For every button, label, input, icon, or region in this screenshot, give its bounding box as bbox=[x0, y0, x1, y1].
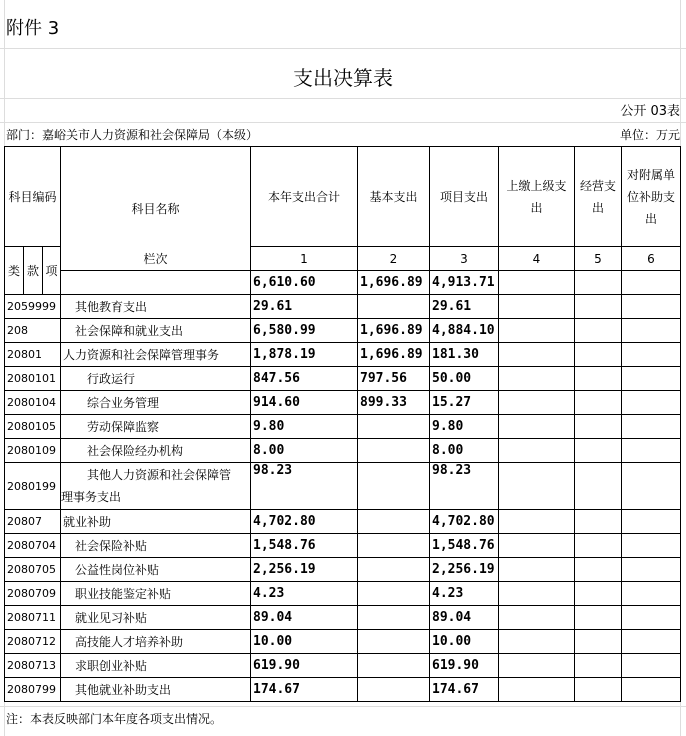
row-code: 2080705 bbox=[5, 558, 61, 582]
table-body bbox=[5, 295, 681, 702]
table-row bbox=[5, 319, 681, 343]
row-empty-cell bbox=[499, 295, 575, 319]
row-total: 2,256.19 bbox=[251, 558, 358, 582]
attachment-label: 附件 3 bbox=[6, 18, 60, 39]
row-empty-cell bbox=[622, 654, 681, 678]
header-xiang: 项 bbox=[43, 247, 61, 295]
row-code: 2080109 bbox=[5, 439, 61, 463]
header-upper: 上缴上级支出 bbox=[499, 147, 575, 247]
table-row bbox=[5, 343, 681, 367]
row-project: 619.90 bbox=[430, 654, 499, 678]
row-empty-cell bbox=[499, 630, 575, 654]
row-empty-cell bbox=[499, 678, 575, 702]
column-index: 3 bbox=[430, 247, 499, 271]
row-basic: 1,696.89 bbox=[358, 343, 430, 367]
row-empty-cell bbox=[499, 415, 575, 439]
row-empty-cell bbox=[575, 343, 622, 367]
row-project: 2,256.19 bbox=[430, 558, 499, 582]
row-basic bbox=[358, 510, 430, 534]
row-empty-cell bbox=[622, 558, 681, 582]
row-empty-cell bbox=[575, 439, 622, 463]
row-name: 职业技能鉴定补贴 bbox=[61, 582, 251, 606]
row-empty-cell bbox=[499, 510, 575, 534]
row-empty-cell bbox=[499, 534, 575, 558]
row-total: 4,702.80 bbox=[251, 510, 358, 534]
row-project: 15.27 bbox=[430, 391, 499, 415]
row-empty-cell bbox=[622, 391, 681, 415]
row-name: 就业见习补贴 bbox=[61, 606, 251, 630]
row-empty-cell bbox=[499, 343, 575, 367]
row-project: 1,548.76 bbox=[430, 534, 499, 558]
row-empty-cell bbox=[575, 558, 622, 582]
row-empty-cell bbox=[622, 415, 681, 439]
row-code: 2080104 bbox=[5, 391, 61, 415]
row-total: 847.56 bbox=[251, 367, 358, 391]
row-basic bbox=[358, 463, 430, 510]
row-empty-cell bbox=[499, 558, 575, 582]
row-code: 2059999 bbox=[5, 295, 61, 319]
row-empty-cell bbox=[575, 319, 622, 343]
row-code: 2080713 bbox=[5, 654, 61, 678]
row-basic bbox=[358, 678, 430, 702]
header-lei: 类 bbox=[5, 247, 24, 295]
row-name: 社会保险经办机构 bbox=[61, 439, 251, 463]
row-name bbox=[61, 463, 251, 510]
row-code: 2080799 bbox=[5, 678, 61, 702]
row-basic bbox=[358, 654, 430, 678]
header-subject-name: 科目名称 bbox=[61, 147, 251, 271]
row-name: 公益性岗位补贴 bbox=[61, 558, 251, 582]
row-project: 29.61 bbox=[430, 295, 499, 319]
row-project: 50.00 bbox=[430, 367, 499, 391]
row-empty-cell bbox=[622, 678, 681, 702]
header-subsidy: 对附属单位补助支出 bbox=[622, 147, 681, 247]
table-row bbox=[5, 678, 681, 702]
column-index-label: 栏次 bbox=[61, 247, 251, 271]
table-row bbox=[5, 367, 681, 391]
expenditure-table bbox=[4, 146, 681, 702]
row-project: 8.00 bbox=[430, 439, 499, 463]
row-basic bbox=[358, 439, 430, 463]
department-label: 部门：嘉峪关市人力资源和社会保障局（本级） bbox=[6, 128, 259, 142]
row-basic: 899.33 bbox=[358, 391, 430, 415]
table-row bbox=[5, 558, 681, 582]
row-total: 10.00 bbox=[251, 630, 358, 654]
row-empty-cell bbox=[575, 415, 622, 439]
column-index: 1 bbox=[251, 247, 358, 271]
row-project: 98.23 bbox=[430, 463, 499, 510]
row-empty-cell bbox=[575, 463, 622, 510]
row-code: 20807 bbox=[5, 510, 61, 534]
row-basic bbox=[358, 630, 430, 654]
row-name: 劳动保障监察 bbox=[61, 415, 251, 439]
row-project: 4.23 bbox=[430, 582, 499, 606]
row-name: 高技能人才培养补助 bbox=[61, 630, 251, 654]
row-code: 20801 bbox=[5, 343, 61, 367]
row-total: 174.67 bbox=[251, 678, 358, 702]
row-total: 29.61 bbox=[251, 295, 358, 319]
row-empty-cell bbox=[575, 534, 622, 558]
row-empty-cell bbox=[499, 439, 575, 463]
table-row bbox=[5, 391, 681, 415]
row-empty-cell bbox=[575, 654, 622, 678]
row-total: 1,878.19 bbox=[251, 343, 358, 367]
row-total: 6,580.99 bbox=[251, 319, 358, 343]
total-row-project: 4,913.71 bbox=[430, 271, 499, 295]
row-empty-cell bbox=[622, 534, 681, 558]
table-row bbox=[5, 654, 681, 678]
row-empty-cell bbox=[575, 606, 622, 630]
row-code: 2080101 bbox=[5, 367, 61, 391]
row-basic bbox=[358, 534, 430, 558]
row-empty-cell bbox=[575, 510, 622, 534]
row-empty-cell bbox=[575, 391, 622, 415]
row-project: 10.00 bbox=[430, 630, 499, 654]
column-index: 2 bbox=[358, 247, 430, 271]
row-empty-cell bbox=[622, 510, 681, 534]
row-project: 181.30 bbox=[430, 343, 499, 367]
row-empty-cell bbox=[499, 463, 575, 510]
row-empty-cell bbox=[622, 630, 681, 654]
row-empty-cell bbox=[575, 295, 622, 319]
grid-line bbox=[0, 706, 686, 707]
row-name-line1: 其他人力资源和社会保障管 bbox=[87, 468, 232, 482]
row-empty-cell bbox=[622, 343, 681, 367]
row-name: 其他教育支出 bbox=[61, 295, 251, 319]
row-empty-cell bbox=[622, 439, 681, 463]
table-row bbox=[5, 295, 681, 319]
row-empty-cell bbox=[622, 295, 681, 319]
header-business: 经营支出 bbox=[575, 147, 622, 247]
row-empty-cell bbox=[622, 367, 681, 391]
row-basic: 797.56 bbox=[358, 367, 430, 391]
header-project: 项目支出 bbox=[430, 147, 499, 247]
row-basic: 1,696.89 bbox=[358, 319, 430, 343]
row-empty-cell bbox=[499, 654, 575, 678]
row-code: 208 bbox=[5, 319, 61, 343]
row-code: 2080711 bbox=[5, 606, 61, 630]
row-total: 914.60 bbox=[251, 391, 358, 415]
row-code: 2080709 bbox=[5, 582, 61, 606]
row-empty-cell bbox=[575, 367, 622, 391]
table-row bbox=[5, 415, 681, 439]
row-name: 求职创业补贴 bbox=[61, 654, 251, 678]
header-basic: 基本支出 bbox=[358, 147, 430, 247]
header-kuan: 款 bbox=[24, 247, 43, 295]
header-total: 本年支出合计 bbox=[251, 147, 358, 247]
row-empty-cell bbox=[622, 606, 681, 630]
row-basic bbox=[358, 415, 430, 439]
row-project: 4,884.10 bbox=[430, 319, 499, 343]
row-code: 2080105 bbox=[5, 415, 61, 439]
header-subject-code: 科目编码 bbox=[5, 147, 61, 247]
row-empty-cell bbox=[499, 606, 575, 630]
row-total: 98.23 bbox=[251, 463, 358, 510]
table-row bbox=[5, 463, 681, 510]
form-code: 公开 03表 bbox=[620, 104, 680, 119]
row-name: 人力资源和社会保障管理事务 bbox=[61, 343, 251, 367]
table-row bbox=[5, 606, 681, 630]
row-total: 619.90 bbox=[251, 654, 358, 678]
row-name: 就业补助 bbox=[61, 510, 251, 534]
row-empty-cell bbox=[575, 582, 622, 606]
page-title: 支出决算表 bbox=[293, 66, 393, 90]
row-empty-cell bbox=[622, 319, 681, 343]
row-empty-cell bbox=[499, 582, 575, 606]
row-name: 行政运行 bbox=[61, 367, 251, 391]
unit-label: 单位：万元 bbox=[619, 128, 680, 142]
row-total: 8.00 bbox=[251, 439, 358, 463]
column-index: 4 bbox=[499, 247, 575, 271]
table-row bbox=[5, 510, 681, 534]
row-empty-cell bbox=[499, 391, 575, 415]
row-basic bbox=[358, 582, 430, 606]
row-project: 89.04 bbox=[430, 606, 499, 630]
footnote: 注：本表反映部门本年度各项支出情况。 bbox=[6, 712, 223, 726]
row-total: 4.23 bbox=[251, 582, 358, 606]
row-total: 9.80 bbox=[251, 415, 358, 439]
row-name-line2: 理事务支出 bbox=[61, 490, 122, 504]
row-project: 174.67 bbox=[430, 678, 499, 702]
column-index: 6 bbox=[622, 247, 681, 271]
row-empty-cell bbox=[622, 463, 681, 510]
row-code: 2080712 bbox=[5, 630, 61, 654]
row-total: 1,548.76 bbox=[251, 534, 358, 558]
row-basic bbox=[358, 558, 430, 582]
row-project: 4,702.80 bbox=[430, 510, 499, 534]
row-empty-cell bbox=[575, 678, 622, 702]
row-empty-cell bbox=[499, 367, 575, 391]
row-name: 社会保险补贴 bbox=[61, 534, 251, 558]
table-row bbox=[5, 439, 681, 463]
row-name: 其他就业补助支出 bbox=[61, 678, 251, 702]
table-row bbox=[5, 582, 681, 606]
row-total: 89.04 bbox=[251, 606, 358, 630]
row-name: 社会保障和就业支出 bbox=[61, 319, 251, 343]
row-empty-cell bbox=[575, 630, 622, 654]
table-row bbox=[5, 534, 681, 558]
total-row-total: 6,610.60 bbox=[251, 271, 358, 295]
grid-line bbox=[0, 48, 686, 49]
table-row bbox=[5, 630, 681, 654]
row-code: 2080199 bbox=[5, 463, 61, 510]
row-name: 综合业务管理 bbox=[61, 391, 251, 415]
row-project: 9.80 bbox=[430, 415, 499, 439]
row-empty-cell bbox=[622, 582, 681, 606]
row-basic bbox=[358, 606, 430, 630]
grid-line bbox=[0, 98, 686, 99]
grid-line bbox=[0, 122, 686, 123]
row-code: 2080704 bbox=[5, 534, 61, 558]
column-index: 5 bbox=[575, 247, 622, 271]
total-row-basic: 1,696.89 bbox=[358, 271, 430, 295]
row-basic bbox=[358, 295, 430, 319]
row-empty-cell bbox=[499, 319, 575, 343]
